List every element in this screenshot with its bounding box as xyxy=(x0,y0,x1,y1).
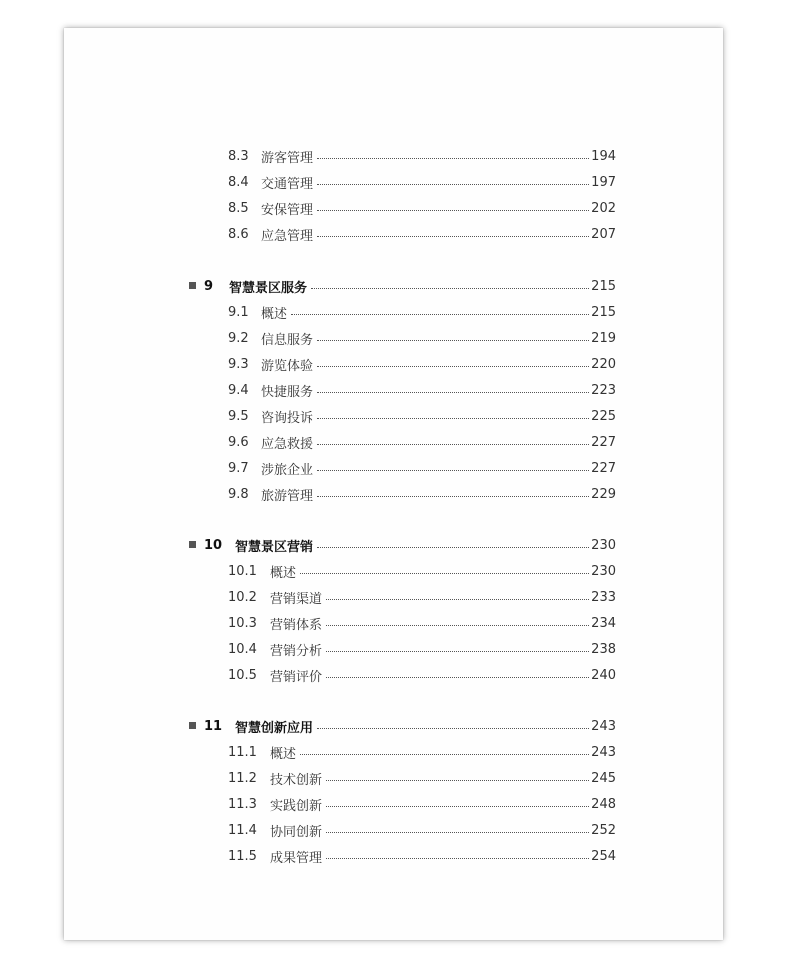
entry-page-number: 194 xyxy=(591,148,616,164)
entry-title: 信息服务 xyxy=(261,332,314,348)
dot-leader xyxy=(300,754,589,755)
entry-page-number: 197 xyxy=(591,174,616,190)
entry-title: 技术创新 xyxy=(270,772,323,788)
entry-title: 营销渠道 xyxy=(270,591,323,607)
dot-leader xyxy=(317,444,589,445)
entry-page-number: 202 xyxy=(591,200,616,216)
entry-number: 8.6 xyxy=(228,226,249,242)
dot-leader xyxy=(326,599,589,600)
dot-leader xyxy=(317,496,589,497)
entry-title: 咨询投诉 xyxy=(261,410,314,426)
entry-title: 概述 xyxy=(261,306,288,322)
entry-title: 安保管理 xyxy=(261,202,314,218)
entry-page-number: 223 xyxy=(591,382,616,398)
entry-number: 8.3 xyxy=(228,148,249,164)
toc-section-entry[interactable] xyxy=(0,561,616,581)
dot-leader xyxy=(326,651,589,652)
toc-section-entry[interactable] xyxy=(0,380,616,400)
entry-title: 交通管理 xyxy=(261,176,314,192)
entry-title: 概述 xyxy=(270,565,297,581)
dot-leader xyxy=(300,573,589,574)
toc-section-entry[interactable] xyxy=(0,742,616,762)
entry-page-number: 219 xyxy=(591,330,616,346)
dot-leader xyxy=(326,858,589,859)
toc-section-entry[interactable] xyxy=(0,328,616,348)
entry-number: 11.3 xyxy=(228,796,257,812)
entry-number: 11.1 xyxy=(228,744,257,760)
dot-leader xyxy=(326,677,589,678)
entry-title: 实践创新 xyxy=(270,798,323,814)
entry-number: 8.5 xyxy=(228,200,249,216)
dot-leader xyxy=(291,314,589,315)
entry-number: 9 xyxy=(204,278,214,294)
entry-number: 11.4 xyxy=(228,822,257,838)
toc-chapter-entry[interactable] xyxy=(0,535,616,555)
toc-section-entry[interactable] xyxy=(0,406,616,426)
toc-section-entry[interactable] xyxy=(0,172,616,192)
dot-leader xyxy=(326,832,589,833)
toc-section-entry[interactable] xyxy=(0,587,616,607)
entry-number: 9.8 xyxy=(228,486,249,502)
dot-leader xyxy=(317,470,589,471)
chapter-bullet-icon xyxy=(189,541,196,548)
entry-title: 快捷服务 xyxy=(261,384,314,400)
dot-leader xyxy=(317,158,589,159)
entry-number: 9.4 xyxy=(228,382,249,398)
entry-title: 概述 xyxy=(270,746,297,762)
toc-section-entry[interactable] xyxy=(0,198,616,218)
entry-page-number: 215 xyxy=(591,278,616,294)
entry-page-number: 227 xyxy=(591,434,616,450)
toc-chapter-entry[interactable] xyxy=(0,276,616,296)
dot-leader xyxy=(311,288,589,289)
entry-page-number: 248 xyxy=(591,796,616,812)
dot-leader xyxy=(326,625,589,626)
entry-page-number: 229 xyxy=(591,486,616,502)
entry-title: 智慧创新应用 xyxy=(235,720,314,736)
entry-page-number: 230 xyxy=(591,563,616,579)
dot-leader xyxy=(326,780,589,781)
dot-leader xyxy=(317,210,589,211)
entry-number: 11 xyxy=(204,718,223,734)
toc-section-entry[interactable] xyxy=(0,302,616,322)
entry-title: 智慧景区营销 xyxy=(235,539,314,555)
entry-number: 9.5 xyxy=(228,408,249,424)
entry-title: 营销分析 xyxy=(270,643,323,659)
entry-title: 游览体验 xyxy=(261,358,314,374)
entry-page-number: 240 xyxy=(591,667,616,683)
dot-leader xyxy=(317,184,589,185)
dot-leader xyxy=(317,547,589,548)
dot-leader xyxy=(317,340,589,341)
entry-number: 9.1 xyxy=(228,304,249,320)
toc-section-entry[interactable] xyxy=(0,613,616,633)
entry-number: 9.3 xyxy=(228,356,249,372)
entry-page-number: 220 xyxy=(591,356,616,372)
entry-title: 游客管理 xyxy=(261,150,314,166)
toc-section-entry[interactable] xyxy=(0,146,616,166)
toc-section-entry[interactable] xyxy=(0,820,616,840)
entry-title: 旅游管理 xyxy=(261,488,314,504)
toc-section-entry[interactable] xyxy=(0,432,616,452)
entry-number: 9.7 xyxy=(228,460,249,476)
toc-section-entry[interactable] xyxy=(0,768,616,788)
entry-page-number: 225 xyxy=(591,408,616,424)
dot-leader xyxy=(326,806,589,807)
entry-title: 营销体系 xyxy=(270,617,323,633)
entry-number: 8.4 xyxy=(228,174,249,190)
entry-page-number: 243 xyxy=(591,744,616,760)
entry-page-number: 245 xyxy=(591,770,616,786)
entry-number: 9.6 xyxy=(228,434,249,450)
dot-leader xyxy=(317,728,589,729)
chapter-bullet-icon xyxy=(189,282,196,289)
entry-number: 10 xyxy=(204,537,223,553)
toc-section-entry[interactable] xyxy=(0,665,616,685)
toc-section-entry[interactable] xyxy=(0,354,616,374)
entry-page-number: 227 xyxy=(591,460,616,476)
entry-page-number: 215 xyxy=(591,304,616,320)
toc-section-entry[interactable] xyxy=(0,846,616,866)
entry-page-number: 254 xyxy=(591,848,616,864)
entry-title: 应急救援 xyxy=(261,436,314,452)
entry-number: 11.5 xyxy=(228,848,257,864)
entry-page-number: 233 xyxy=(591,589,616,605)
entry-title: 智慧景区服务 xyxy=(229,280,308,296)
chapter-bullet-icon xyxy=(189,722,196,729)
dot-leader xyxy=(317,236,589,237)
entry-number: 10.2 xyxy=(228,589,257,605)
entry-page-number: 243 xyxy=(591,718,616,734)
entry-number: 9.2 xyxy=(228,330,249,346)
entry-page-number: 230 xyxy=(591,537,616,553)
toc-section-entry[interactable] xyxy=(0,458,616,478)
dot-leader xyxy=(317,392,589,393)
entry-title: 营销评价 xyxy=(270,669,323,685)
toc-section-entry[interactable] xyxy=(0,224,616,244)
entry-page-number: 238 xyxy=(591,641,616,657)
entry-page-number: 207 xyxy=(591,226,616,242)
entry-page-number: 252 xyxy=(591,822,616,838)
dot-leader xyxy=(317,366,589,367)
toc-section-entry[interactable] xyxy=(0,794,616,814)
entry-title: 成果管理 xyxy=(270,850,323,866)
entry-title: 协同创新 xyxy=(270,824,323,840)
entry-number: 10.1 xyxy=(228,563,257,579)
entry-number: 10.4 xyxy=(228,641,257,657)
entry-number: 10.5 xyxy=(228,667,257,683)
toc-section-entry[interactable] xyxy=(0,484,616,504)
toc-chapter-entry[interactable] xyxy=(0,716,616,736)
entry-number: 10.3 xyxy=(228,615,257,631)
entry-title: 涉旅企业 xyxy=(261,462,314,478)
entry-title: 应急管理 xyxy=(261,228,314,244)
toc-section-entry[interactable] xyxy=(0,639,616,659)
entry-number: 11.2 xyxy=(228,770,257,786)
entry-page-number: 234 xyxy=(591,615,616,631)
dot-leader xyxy=(317,418,589,419)
